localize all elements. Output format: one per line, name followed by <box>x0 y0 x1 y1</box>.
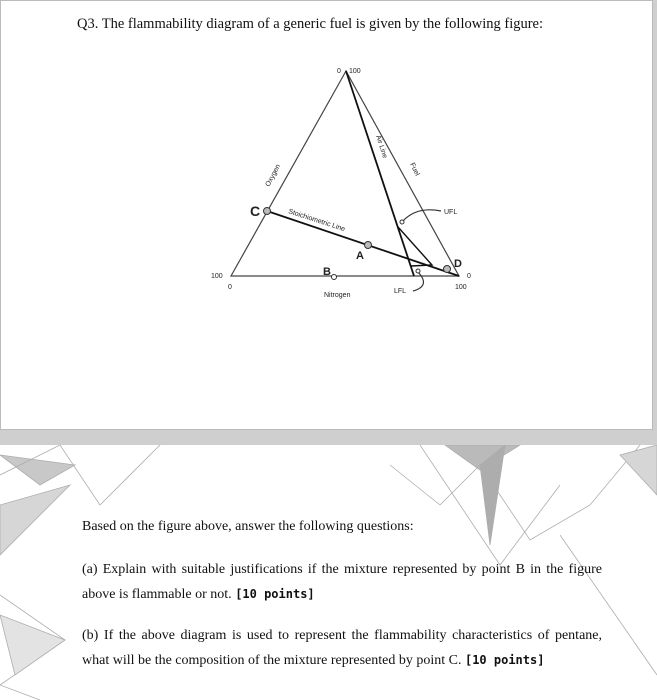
air-line <box>346 71 414 276</box>
air-line-label: Air Line <box>374 134 389 160</box>
right-label-100: 100 <box>455 284 467 291</box>
part-b-text: (b) If the above diagram is used to represent the flammability characteristics of pentane, what will be the composition of the mixture represented by point C. <box>82 628 602 668</box>
lfl-leader <box>413 272 423 291</box>
apex-label-100: 100 <box>349 68 361 75</box>
point-b-marker <box>332 275 337 280</box>
flammability-diagram <box>1 1 652 429</box>
part-a-question <box>82 558 602 607</box>
question-title: Q3. The flammability diagram of a generic fuel is given by the following figure: <box>77 16 544 32</box>
left-label-100: 100 <box>211 273 223 280</box>
point-b-label: B <box>323 266 331 278</box>
lfl-marker <box>416 269 420 273</box>
stoichiometric-line-label: Stoichiometric Line <box>287 208 346 234</box>
part-b-question <box>82 624 602 673</box>
fuel-axis-label: Fuel <box>408 161 421 178</box>
part-b-points: [10 points] <box>464 653 545 667</box>
part-a-points: [10 points] <box>235 587 315 601</box>
part-a-text: (a) Explain with suitable justifications if the mixture represented by point B in the figure above is flammable or not. <box>82 562 602 602</box>
point-d-marker <box>444 266 451 273</box>
point-c-marker <box>264 208 271 215</box>
point-d-label: D <box>454 258 462 270</box>
apex-label-0: 0 <box>337 68 341 75</box>
oxygen-axis-label: Oxygen <box>264 163 283 188</box>
point-c-label: C <box>250 203 261 219</box>
ufl-marker <box>400 220 404 224</box>
intro-text: Based on the figure above, answer the following questions: <box>82 519 414 534</box>
point-a-label: A <box>356 250 364 262</box>
ufl-leader <box>402 210 441 222</box>
triangle-outline <box>231 71 459 276</box>
right-label-0: 0 <box>467 273 471 280</box>
nitrogen-axis-label: Nitrogen <box>324 292 351 299</box>
left-label-0: 0 <box>228 284 232 291</box>
questions-panel <box>0 445 657 700</box>
point-a-marker <box>365 242 372 249</box>
flammability-boundary <box>398 227 432 266</box>
lfl-label: LFL <box>394 288 407 295</box>
stoichiometric-line <box>267 211 459 276</box>
ufl-label: UFL <box>444 209 458 216</box>
